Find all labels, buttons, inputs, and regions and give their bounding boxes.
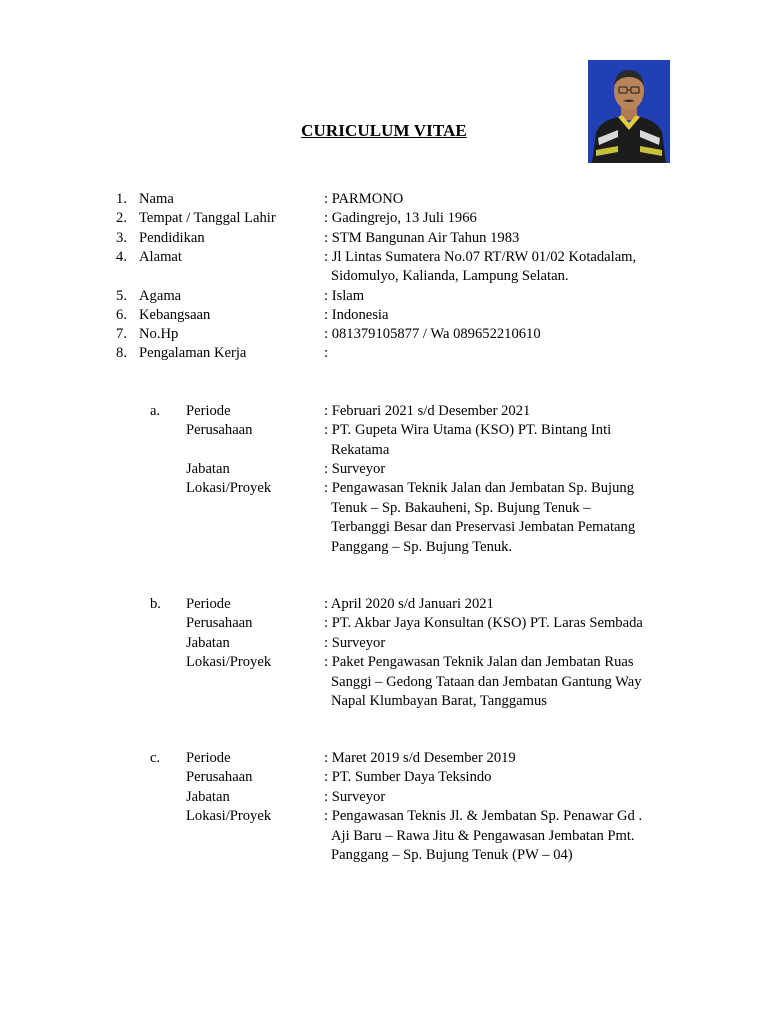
- field-value: : Indonesia: [324, 307, 389, 323]
- item-number: 6.: [116, 307, 127, 323]
- item-number: 3.: [116, 230, 127, 246]
- item-number: 8.: [116, 345, 127, 361]
- field-label: Alamat: [139, 249, 182, 265]
- field-value-continued: Aji Baru – Rawa Jitu & Pengawasan Jembatan Pmt.: [331, 828, 635, 844]
- field-label: Periode: [186, 596, 231, 612]
- field-label: Perusahaan: [186, 769, 253, 785]
- field-value-continued: Sanggi – Gedong Tataan dan Jembatan Gantung Way: [331, 674, 642, 690]
- field-label: Pengalaman Kerja: [139, 345, 247, 361]
- item-number: 4.: [116, 249, 127, 265]
- field-value-continued: Terbanggi Besar dan Preservasi Jembatan Pematang: [331, 519, 636, 535]
- field-label: Agama: [139, 288, 182, 304]
- field-value: : Surveyor: [324, 635, 386, 651]
- field-value: : Islam: [324, 288, 365, 304]
- profile-photo: [588, 60, 670, 163]
- field-value: : Gadingrejo, 13 Juli 1966: [324, 210, 477, 226]
- field-value-continued: Napal Klumbayan Barat, Tanggamus: [331, 693, 547, 709]
- field-label: Perusahaan: [186, 422, 253, 438]
- field-label: Lokasi/Proyek: [186, 480, 272, 496]
- cv-title: CURICULUM VITAE: [301, 121, 467, 140]
- field-value: : Maret 2019 s/d Desember 2019: [324, 750, 516, 766]
- field-value: : Jl Lintas Sumatera No.07 RT/RW 01/02 Kotadalam,: [324, 249, 637, 265]
- field-value: : April 2020 s/d Januari 2021: [324, 596, 494, 612]
- field-value: : PT. Akbar Jaya Konsultan (KSO) PT. Laras Sembada: [324, 615, 643, 631]
- field-value: : Pengawasan Teknik Jalan dan Jembatan Sp. Bujung: [324, 480, 634, 496]
- field-value-continued: Panggang – Sp. Bujung Tenuk (PW – 04): [331, 847, 573, 863]
- field-label: Periode: [186, 403, 231, 419]
- field-label: Pendidikan: [139, 230, 205, 246]
- item-number: 7.: [116, 326, 127, 342]
- field-value: : PT. Sumber Daya Teksindo: [324, 769, 492, 785]
- field-value: :: [324, 345, 329, 361]
- item-letter: c.: [150, 750, 161, 766]
- field-label: Kebangsaan: [139, 307, 211, 323]
- field-label: Lokasi/Proyek: [186, 808, 272, 824]
- item-number: 1.: [116, 191, 127, 207]
- field-value: : STM Bangunan Air Tahun 1983: [324, 230, 520, 246]
- field-value: : PARMONO: [324, 191, 404, 207]
- field-value-continued: Tenuk – Sp. Bakauheni, Sp. Bujung Tenuk –: [331, 500, 591, 516]
- field-label: Nama: [139, 191, 174, 207]
- field-label: No.Hp: [139, 326, 179, 342]
- field-value: : PT. Gupeta Wira Utama (KSO) PT. Bintang Inti: [324, 422, 612, 438]
- field-value-continued: Panggang – Sp. Bujung Tenuk.: [331, 539, 513, 555]
- field-value-continued: Rekatama: [331, 442, 390, 458]
- field-value-continued: Sidomulyo, Kalianda, Lampung Selatan.: [331, 268, 569, 284]
- field-label: Jabatan: [186, 789, 230, 805]
- field-value: : Surveyor: [324, 789, 386, 805]
- item-number: 2.: [116, 210, 127, 226]
- item-letter: a.: [150, 403, 161, 419]
- field-label: Tempat / Tanggal Lahir: [139, 210, 276, 226]
- item-letter: b.: [150, 596, 161, 612]
- field-value: : 081379105877 / Wa 089652210610: [324, 326, 541, 342]
- item-number: 5.: [116, 288, 127, 304]
- field-value: : Surveyor: [324, 461, 386, 477]
- field-value: : Pengawasan Teknis Jl. & Jembatan Sp. Penawar Gd .: [324, 808, 643, 824]
- field-label: Perusahaan: [186, 615, 253, 631]
- field-label: Jabatan: [186, 635, 230, 651]
- field-value: : Februari 2021 s/d Desember 2021: [324, 403, 531, 419]
- field-value: : Paket Pengawasan Teknik Jalan dan Jembatan Ruas: [324, 654, 634, 670]
- field-label: Jabatan: [186, 461, 230, 477]
- field-label: Lokasi/Proyek: [186, 654, 272, 670]
- field-label: Periode: [186, 750, 231, 766]
